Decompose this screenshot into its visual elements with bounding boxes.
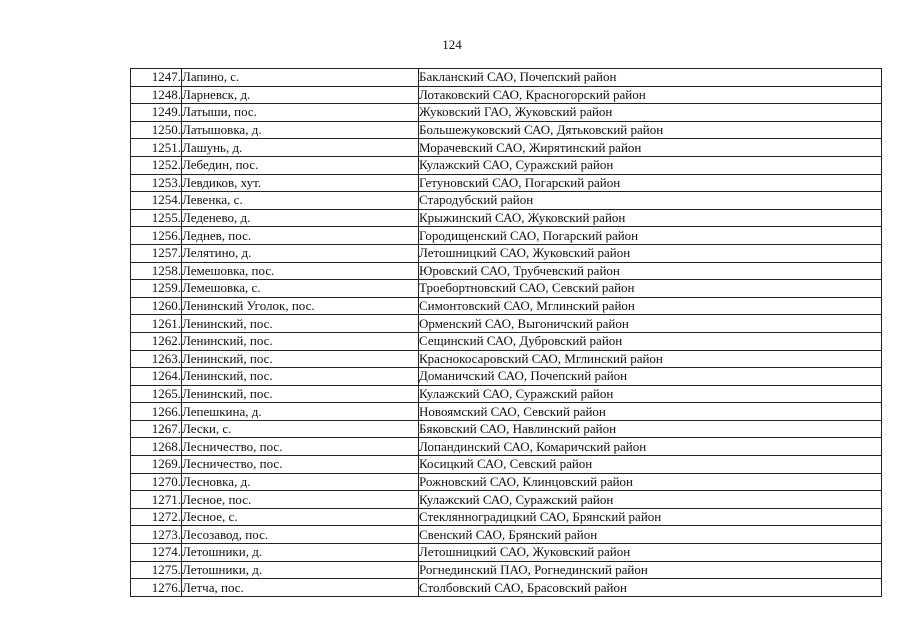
settlement-name-cell: Ленинский Уголок, пос. [182, 297, 419, 315]
table-row [131, 350, 882, 368]
row-number-cell: 1253. [131, 174, 182, 192]
table-row [131, 332, 882, 350]
row-number-cell: 1263. [131, 350, 182, 368]
administrative-unit-cell: Симонтовский САО, Мглинский район [419, 297, 882, 315]
row-number-cell: 1258. [131, 262, 182, 280]
table-row [131, 526, 882, 544]
settlement-name-cell: Лесничество, пос. [182, 456, 419, 474]
administrative-unit-cell: Кулажский САО, Суражский район [419, 385, 882, 403]
administrative-unit-cell: Столбовский САО, Брасовский район [419, 579, 882, 597]
settlements-table [130, 68, 882, 597]
settlement-name-cell: Летошники, д. [182, 544, 419, 562]
settlement-name-cell: Левдиков, хут. [182, 174, 419, 192]
table-row [131, 86, 882, 104]
row-number-cell: 1276. [131, 579, 182, 597]
table-row [131, 280, 882, 298]
table-row [131, 544, 882, 562]
administrative-unit-cell: Жуковский ГАО, Жуковский район [419, 104, 882, 122]
settlement-name-cell: Лашунь, д. [182, 139, 419, 157]
administrative-unit-cell: Орменский САО, Выгоничский район [419, 315, 882, 333]
row-number-cell: 1256. [131, 227, 182, 245]
administrative-unit-cell: Лотаковский САО, Красногорский район [419, 86, 882, 104]
administrative-unit-cell: Троебортновский САО, Севский район [419, 280, 882, 298]
table-row [131, 121, 882, 139]
row-number-cell: 1248. [131, 86, 182, 104]
row-number-cell: 1266. [131, 403, 182, 421]
settlement-name-cell: Ленинский, пос. [182, 315, 419, 333]
table-row [131, 192, 882, 210]
settlement-name-cell: Лесновка, д. [182, 473, 419, 491]
table-row [131, 508, 882, 526]
table-row [131, 174, 882, 192]
table-row [131, 579, 882, 597]
table-row [131, 403, 882, 421]
row-number-cell: 1247. [131, 69, 182, 87]
settlement-name-cell: Лески, с. [182, 420, 419, 438]
row-number-cell: 1273. [131, 526, 182, 544]
settlement-name-cell: Лапино, с. [182, 69, 419, 87]
row-number-cell: 1270. [131, 473, 182, 491]
row-number-cell: 1254. [131, 192, 182, 210]
table-row [131, 297, 882, 315]
table-row [131, 420, 882, 438]
administrative-unit-cell: Рожновский САО, Клинцовский район [419, 473, 882, 491]
table-row [131, 385, 882, 403]
row-number-cell: 1260. [131, 297, 182, 315]
settlement-name-cell: Летча, пос. [182, 579, 419, 597]
administrative-unit-cell: Летошницкий САО, Жуковский район [419, 244, 882, 262]
table-row [131, 69, 882, 87]
settlement-name-cell: Ленинский, пос. [182, 332, 419, 350]
administrative-unit-cell: Кулажский САО, Суражский район [419, 491, 882, 509]
settlement-name-cell: Ленинский, пос. [182, 350, 419, 368]
row-number-cell: 1264. [131, 368, 182, 386]
administrative-unit-cell: Стеклянноградицкий САО, Брянский район [419, 508, 882, 526]
row-number-cell: 1249. [131, 104, 182, 122]
settlement-name-cell: Латышовка, д. [182, 121, 419, 139]
row-number-cell: 1262. [131, 332, 182, 350]
row-number-cell: 1259. [131, 280, 182, 298]
settlement-name-cell: Ленинский, пос. [182, 385, 419, 403]
table-row [131, 368, 882, 386]
administrative-unit-cell: Юровский САО, Трубчевский район [419, 262, 882, 280]
settlement-name-cell: Ларневск, д. [182, 86, 419, 104]
settlement-name-cell: Лесничество, пос. [182, 438, 419, 456]
settlement-name-cell: Лемешовка, пос. [182, 262, 419, 280]
row-number-cell: 1252. [131, 156, 182, 174]
settlement-name-cell: Лесозавод, пос. [182, 526, 419, 544]
settlement-name-cell: Лемешовка, с. [182, 280, 419, 298]
settlements-table-body [131, 69, 882, 597]
row-number-cell: 1272. [131, 508, 182, 526]
table-row [131, 104, 882, 122]
settlement-name-cell: Латыши, пос. [182, 104, 419, 122]
administrative-unit-cell: Краснокосаровский САО, Мглинский район [419, 350, 882, 368]
settlement-name-cell: Лелятино, д. [182, 244, 419, 262]
settlement-name-cell: Лесное, пос. [182, 491, 419, 509]
row-number-cell: 1267. [131, 420, 182, 438]
page-number: 124 [442, 37, 462, 52]
table-row [131, 491, 882, 509]
table-row [131, 156, 882, 174]
administrative-unit-cell: Доманичский САО, Почепский район [419, 368, 882, 386]
table-row [131, 244, 882, 262]
settlement-name-cell: Лепешкина, д. [182, 403, 419, 421]
row-number-cell: 1271. [131, 491, 182, 509]
administrative-unit-cell: Крыжинский САО, Жуковский район [419, 209, 882, 227]
table-row [131, 139, 882, 157]
settlement-name-cell: Левенка, с. [182, 192, 419, 210]
administrative-unit-cell: Морачевский САО, Жирятинский район [419, 139, 882, 157]
administrative-unit-cell: Лопандинский САО, Комаричский район [419, 438, 882, 456]
row-number-cell: 1255. [131, 209, 182, 227]
table-row [131, 209, 882, 227]
table-row [131, 438, 882, 456]
table-row [131, 227, 882, 245]
administrative-unit-cell: Большежуковский САО, Дятьковский район [419, 121, 882, 139]
administrative-unit-cell: Гетуновский САО, Погарский район [419, 174, 882, 192]
row-number-cell: 1265. [131, 385, 182, 403]
settlement-name-cell: Леднев, пос. [182, 227, 419, 245]
table-row [131, 262, 882, 280]
administrative-unit-cell: Кулажский САО, Суражский район [419, 156, 882, 174]
table-row [131, 456, 882, 474]
settlement-name-cell: Лебедин, пос. [182, 156, 419, 174]
administrative-unit-cell: Новоямский САО, Севский район [419, 403, 882, 421]
administrative-unit-cell: Бяковский САО, Навлинский район [419, 420, 882, 438]
row-number-cell: 1251. [131, 139, 182, 157]
administrative-unit-cell: Косицкий САО, Севский район [419, 456, 882, 474]
settlement-name-cell: Лесное, с. [182, 508, 419, 526]
settlement-name-cell: Леденево, д. [182, 209, 419, 227]
administrative-unit-cell: Свенский САО, Брянский район [419, 526, 882, 544]
table-row [131, 473, 882, 491]
administrative-unit-cell: Летошницкий САО, Жуковский район [419, 544, 882, 562]
table-row [131, 315, 882, 333]
administrative-unit-cell: Стародубский район [419, 192, 882, 210]
row-number-cell: 1261. [131, 315, 182, 333]
row-number-cell: 1250. [131, 121, 182, 139]
row-number-cell: 1275. [131, 561, 182, 579]
row-number-cell: 1274. [131, 544, 182, 562]
administrative-unit-cell: Городищенский САО, Погарский район [419, 227, 882, 245]
settlement-name-cell: Ленинский, пос. [182, 368, 419, 386]
row-number-cell: 1268. [131, 438, 182, 456]
administrative-unit-cell: Сещинский САО, Дубровский район [419, 332, 882, 350]
administrative-unit-cell: Рогнединский ПАО, Рогнединский район [419, 561, 882, 579]
settlement-name-cell: Летошники, д. [182, 561, 419, 579]
table-row [131, 561, 882, 579]
row-number-cell: 1257. [131, 244, 182, 262]
administrative-unit-cell: Бакланский САО, Почепский район [419, 69, 882, 87]
row-number-cell: 1269. [131, 456, 182, 474]
